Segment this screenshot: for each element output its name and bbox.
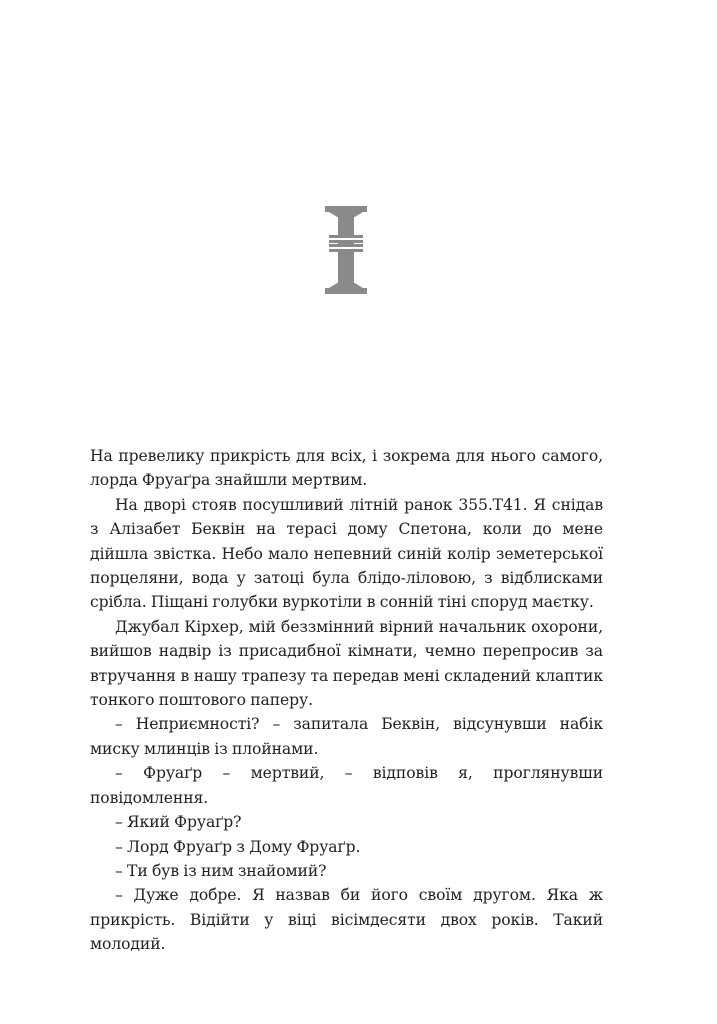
chapter-body-text bbox=[90, 444, 603, 957]
paragraph-opening: На превелику прикрість для всіх, і зокрема для нього самого, лорда Фруаґра знайшли мертвим. bbox=[90, 447, 603, 490]
paragraph: На дворі стояв посушливий літній ранок 355.Т41. Я снідав з Алізабет Беквін на терасі дому Спетона, коли до мене дійшла звістка. Небо мало непевний синій колір земетерської порцеляни, вода у затоці була блідо-ліловою, з відблисками срібла. Піщані голубки вуркотіли в сонній тіні споруд маєтку. bbox=[90, 495, 603, 612]
chapter-numeral-ornament bbox=[325, 206, 367, 294]
dialogue-line: – Фруаґр – мертвий, – відповів я, проглянувши повідомлення. bbox=[90, 764, 603, 807]
paragraph: Джубал Кірхер, мій беззмінний вірний начальник охорони, вийшов надвір із присадибної кімнати, чемно перепросив за втручання в нашу трапезу та передав мені складений клаптик тонкого поштового паперу. bbox=[90, 617, 603, 710]
dialogue-line: – Лорд Фруаґр з Дому Фруаґр. bbox=[115, 837, 361, 856]
dialogue-line: – Неприємності? – запитала Беквін, відсунувши набік миску млинців із плойнами. bbox=[90, 715, 603, 758]
dialogue-line: – Ти був із ним знайомий? bbox=[115, 861, 327, 880]
dialogue-line: – Дуже добре. Я назвав би його своїм другом. Яка ж прикрість. Відійти у віці вісімдесяти двох років. Такий молодий. bbox=[90, 886, 603, 954]
dialogue-line: – Який Фруаґр? bbox=[115, 813, 242, 832]
